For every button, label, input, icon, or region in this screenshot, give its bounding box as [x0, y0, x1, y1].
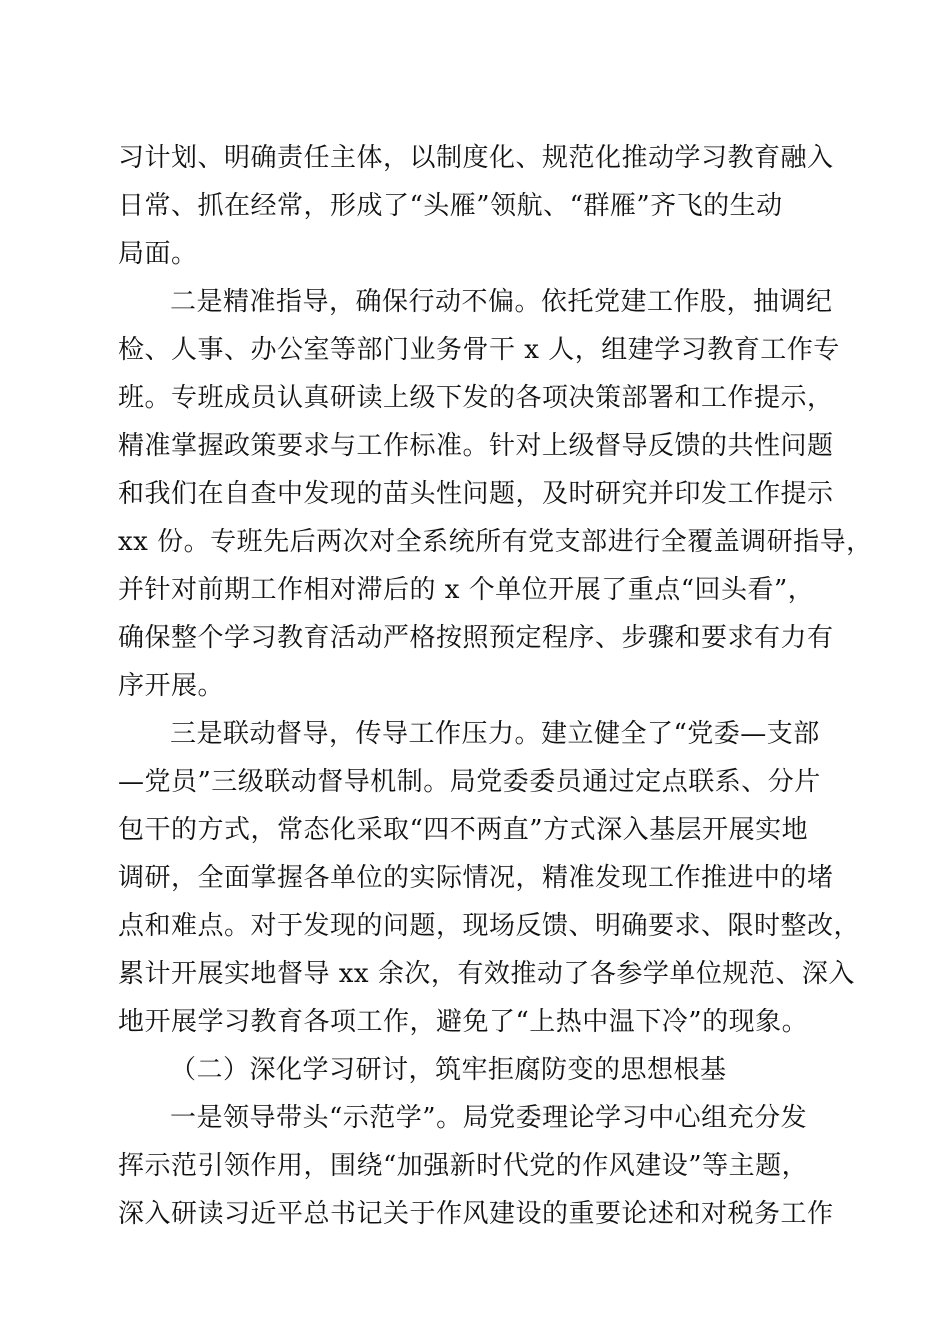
- text-line: 调研，全面掌握各单位的实际情况，精准发现工作推进中的堵: [118, 863, 834, 893]
- text-line: 深入研读习近平总书记关于作风建设的重要论述和对税务工作: [118, 1199, 834, 1229]
- text-line: 挥示范引领作用，围绕“加强新时代党的作风建设”等主题，: [118, 1151, 809, 1181]
- text-line: 地开展学习教育各项工作，避免了“上热中温下冷”的现象。: [118, 1007, 809, 1037]
- text-line: 检、人事、办公室等部门业务骨干 x 人，组建学习教育工作专: [118, 335, 840, 365]
- text-line: 包干的方式，常态化采取“四不两直”方式深入基层开展实地: [118, 815, 809, 845]
- section-heading: （二）深化学习研讨，筑牢拒腐防变的思想根基: [170, 1055, 727, 1085]
- text-line: 序开展。: [118, 671, 225, 701]
- text-line: xx 份。专班先后两次对全系统所有党支部进行全覆盖调研指导，: [118, 527, 873, 557]
- text-line: —党员”三级联动督导机制。局党委委员通过定点联系、分片: [118, 767, 821, 797]
- text-line: 确保整个学习教育活动严格按照预定程序、步骤和要求有力有: [118, 623, 834, 653]
- text-line: 精准掌握政策要求与工作标准。针对上级督导反馈的共性问题: [118, 431, 834, 461]
- paragraph-lead-line: 一是领导带头“示范学”。局党委理论学习中心组充分发: [170, 1103, 808, 1133]
- text-line: 局面。: [118, 239, 198, 269]
- text-line: 班。专班成员认真研读上级下发的各项决策部署和工作提示，: [118, 383, 834, 413]
- text-line: 点和难点。对于发现的问题，现场反馈、明确要求、限时整改，: [118, 911, 861, 941]
- paragraph-lead-line: 二是精准指导，确保行动不偏。依托党建工作股，抽调纪: [170, 287, 833, 317]
- text-line: 日常、抓在经常，形成了“头雁”领航、“群雁”齐飞的生动: [118, 191, 783, 221]
- text-line: 并针对前期工作相对滞后的 x 个单位开展了重点“回头看”，: [118, 575, 815, 605]
- paragraph-lead-line: 三是联动督导，传导工作压力。建立健全了“党委—支部: [170, 719, 820, 749]
- text-line: 累计开展实地督导 xx 余次，有效推动了各参学单位规范、深入: [118, 959, 855, 989]
- text-line: 习计划、明确责任主体，以制度化、规范化推动学习教育融入: [118, 143, 834, 173]
- text-line: 和我们在自查中发现的苗头性问题，及时研究并印发工作提示: [118, 479, 834, 509]
